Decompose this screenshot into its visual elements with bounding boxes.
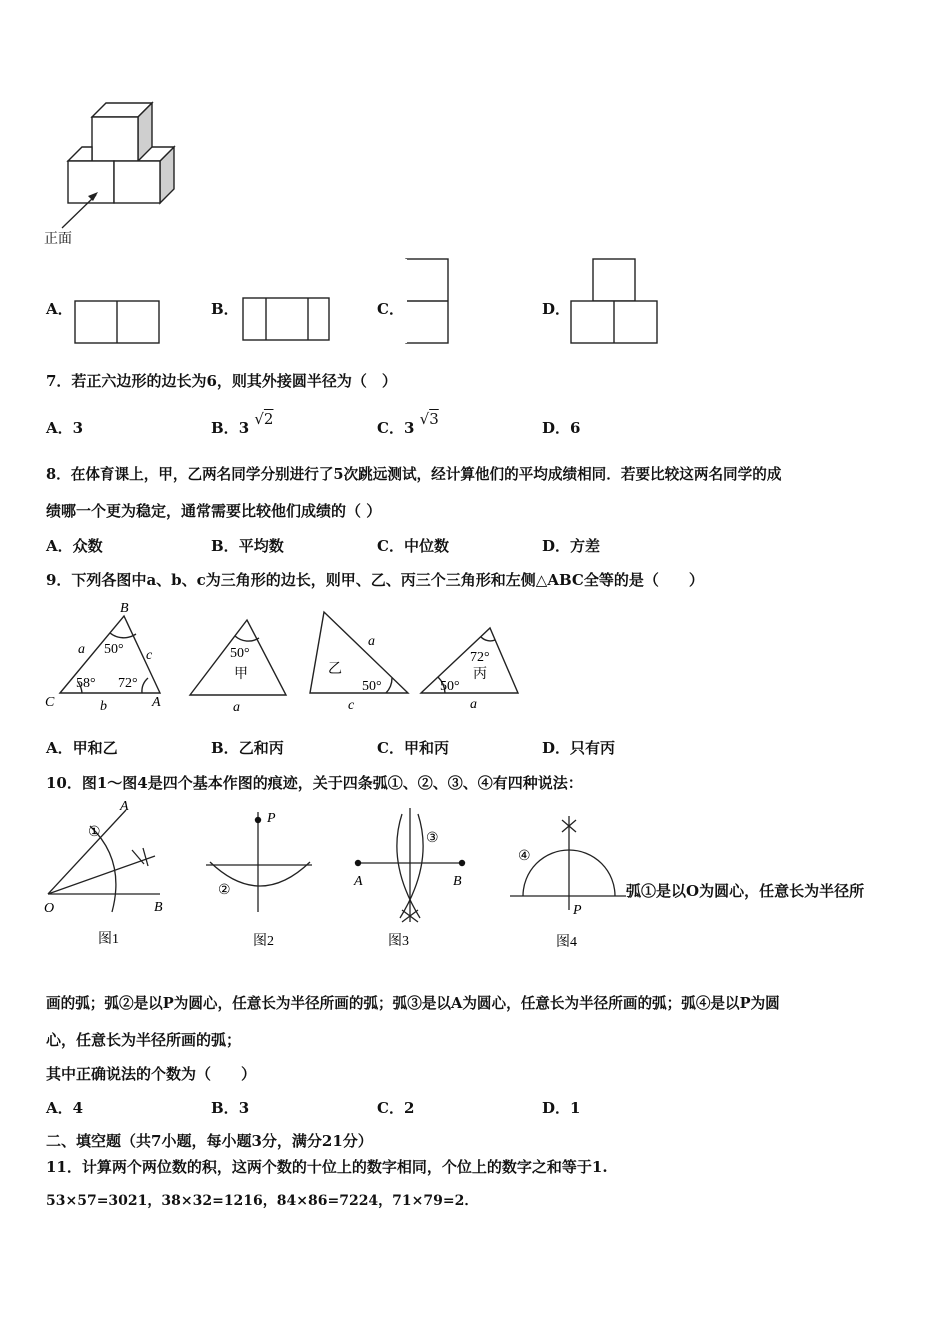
yi-side-c: c — [348, 698, 355, 713]
label-ang-b: 50° — [104, 642, 124, 657]
label-C: C — [45, 695, 55, 710]
triangle-yi — [310, 612, 408, 693]
arc-1-label: ① — [88, 825, 101, 840]
q8-option-c[interactable]: C．中位数 — [377, 537, 449, 555]
section-heading: 二、填空题（共7小题，每小题3分，满分21分） — [46, 1132, 373, 1150]
fig2-label-P: P — [267, 811, 276, 826]
fig2-caption: 图2 — [253, 934, 274, 949]
q6-option-d-letter[interactable]: D． — [542, 300, 571, 318]
fig4-label-P: P — [573, 903, 582, 918]
fig4-caption: 图4 — [556, 935, 577, 950]
q9-option-a[interactable]: A．甲和乙 — [46, 739, 118, 757]
q7-option-b[interactable]: B．3 √2 — [211, 410, 274, 437]
q7-option-c[interactable]: C．3 √3 — [377, 410, 439, 437]
q10-stem: 10．图1～图4是四个基本作图的痕迹，关于四条弧①、②、③、④有四种说法： — [46, 774, 583, 792]
q7-option-d[interactable]: D．6 — [542, 419, 581, 437]
bing-side-a: a — [470, 697, 477, 712]
q9-option-d[interactable]: D．只有丙 — [542, 739, 616, 757]
fig1-label-O: O — [44, 901, 55, 916]
fig3-label-B: B — [453, 874, 462, 889]
q8-stem-line1: 8．在体育课上，甲，乙两名同学分别进行了5次跳远测试，经计算他们的平均成绩相同．若要比较这两名同学的成 — [46, 466, 782, 483]
q10-line4: 其中正确说法的个数为（ ） — [46, 1065, 257, 1083]
front-view-label: 正面 — [44, 231, 72, 247]
q6-option-c-letter[interactable]: C． — [377, 300, 404, 318]
q10-line3: 心，任意长为半径所画的弧； — [46, 1031, 242, 1049]
q6-option-d-figure — [570, 258, 660, 346]
q8-stem-line2: 绩哪一个更为稳定，通常需要比较他们成绩的（ ） — [46, 502, 382, 520]
q10-inline-text: 弧①是以O为圆心，任意长为半径所 — [626, 882, 865, 900]
fig1-label-A: A — [120, 800, 129, 814]
q9-option-c[interactable]: C．甲和丙 — [377, 739, 449, 757]
q6-option-a-letter[interactable]: A． — [46, 300, 73, 318]
q10-line2: 画的弧；弧②是以P为圆心，任意长为半径所画的弧；弧③是以A为圆心，任意长为半径所画的弧；弧④是以P为圆 — [46, 995, 780, 1012]
q6-option-b-letter[interactable]: B． — [211, 300, 239, 318]
bing-left-angle: 50° — [440, 679, 460, 694]
q8-option-b[interactable]: B．平均数 — [211, 537, 284, 555]
label-ang-a: 72° — [118, 676, 138, 691]
q10-construction-figures — [40, 800, 630, 955]
label-side-c: c — [146, 648, 153, 663]
jia-side-a: a — [233, 700, 240, 715]
fig1-label-B: B — [154, 900, 163, 915]
fig1-caption: 图1 — [98, 932, 119, 947]
bing-top-angle: 72° — [470, 650, 490, 665]
sqrt-2: √2 — [254, 410, 274, 428]
label-side-b: b — [100, 699, 107, 714]
q10-option-c[interactable]: C．2 — [377, 1099, 415, 1117]
q9-option-b[interactable]: B．乙和丙 — [211, 739, 284, 757]
arc-2-label: ② — [218, 883, 231, 898]
label-ang-c: 58° — [76, 676, 96, 691]
yi-angle: 50° — [362, 679, 382, 694]
q10-option-a[interactable]: A．4 — [46, 1099, 84, 1117]
arc-3-label: ③ — [426, 831, 439, 846]
q11-examples: 53×57=3021，38×32=1216，84×86=7224，71×79=2． — [46, 1193, 479, 1209]
q8-option-d[interactable]: D．方差 — [542, 537, 601, 555]
yi-side-a: a — [368, 634, 375, 649]
label-B: B — [120, 601, 129, 616]
q6-option-a-figure — [74, 300, 162, 346]
jia-name: 甲 — [234, 667, 248, 682]
q8-option-a[interactable]: A．众数 — [46, 537, 103, 555]
q9-triangles-figure — [40, 598, 540, 720]
arc-4-label: ④ — [518, 849, 531, 864]
bing-name: 丙 — [473, 667, 487, 682]
label-A: A — [152, 695, 161, 710]
fig3-label-A: A — [354, 874, 363, 889]
fig3-caption: 图3 — [388, 934, 409, 949]
q6-option-b-figure — [242, 297, 332, 343]
q9-stem: 9．下列各图中a、b、c为三角形的边长，则甲、乙、丙三个三角形和左侧△ABC全等的是（ ） — [46, 571, 704, 589]
yi-name: 乙 — [328, 662, 342, 677]
sqrt-3: √3 — [419, 410, 439, 428]
q10-option-b[interactable]: B．3 — [211, 1099, 250, 1117]
q6-option-c-figure — [402, 258, 452, 346]
label-side-a: a — [78, 642, 85, 657]
q7-stem: 7．若正六边形的边长为6，则其外接圆半径为（ ） — [46, 372, 397, 390]
jia-angle: 50° — [230, 646, 250, 661]
q11-stem: 11．计算两个两位数的积，这两个数的十位上的数字相同，个位上的数字之和等于1. — [46, 1158, 608, 1176]
q7-option-a[interactable]: A．3 — [46, 419, 84, 437]
q10-option-d[interactable]: D．1 — [542, 1099, 581, 1117]
